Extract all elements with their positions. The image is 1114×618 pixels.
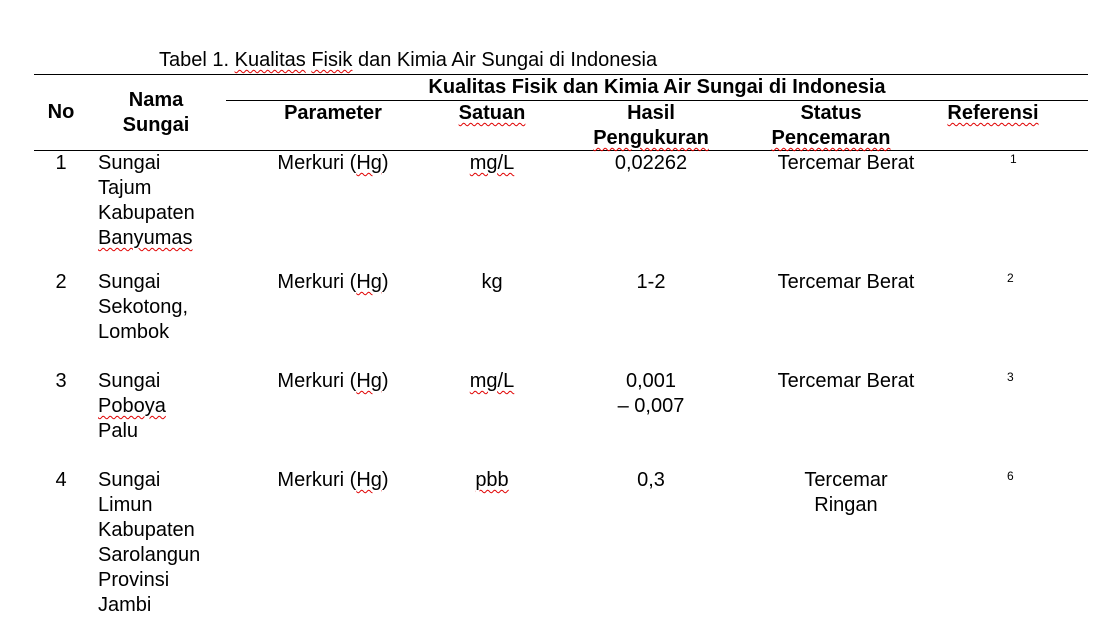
header-satuan (432, 101, 552, 126)
row4-nama-line: Sarolangun (98, 544, 201, 566)
row1-parameter-prefix: Merkuri ( (277, 152, 357, 174)
row3-parameter-prefix: Merkuri ( (277, 370, 357, 392)
header-status-pencemaran (751, 101, 911, 151)
caption-word-kualitas: Kualitas (234, 49, 306, 71)
row1-nama-sungai (98, 151, 223, 251)
row3-nama-line: Sungai (98, 370, 161, 392)
row4-satuan-text: pbb (475, 469, 509, 491)
row1-no: 1 (55, 152, 67, 174)
row3-status (751, 369, 941, 394)
row4-no: 4 (55, 469, 67, 491)
row4-status-line: Ringan (814, 494, 878, 516)
row3-referensi: 3 (1007, 370, 1014, 384)
row1-status-line: Tercemar Berat (777, 152, 915, 174)
row1-nama-line: Banyumas (98, 227, 193, 249)
row2-hasil (561, 270, 741, 295)
row3-parameter-symbol: Hg (356, 370, 382, 392)
row1-referensi: 1 (1010, 152, 1017, 166)
header-group-title: Kualitas Fisik dan Kimia Air Sungai di Indonesia (428, 76, 886, 98)
caption-word-fisik: Fisik (311, 49, 353, 71)
row3-hasil (561, 369, 741, 419)
row2-status (751, 270, 941, 295)
row4-nama-line: Provinsi (98, 569, 170, 591)
row3-nama-sungai (98, 369, 223, 444)
row1-hasil-line: 0,02262 (614, 152, 688, 174)
row2-satuan-text: kg (481, 271, 503, 293)
row3-satuan (432, 369, 552, 394)
row4-parameter-prefix: Merkuri ( (277, 469, 357, 491)
table-caption (159, 49, 657, 72)
row2-hasil-line: 1-2 (636, 271, 666, 293)
header-status-line1: Status (800, 102, 862, 124)
row2-nama-sungai (98, 270, 223, 345)
row2-no: 2 (55, 271, 67, 293)
row3-status-line: Tercemar Berat (777, 370, 915, 392)
header-nama-line1: Nama (128, 89, 184, 111)
row3-parameter (253, 369, 413, 394)
row4-parameter (253, 468, 413, 493)
row3-hasil-line: 0,001 (625, 370, 677, 392)
row2-parameter (253, 270, 413, 295)
row3-parameter-suffix: ) (381, 370, 389, 392)
row4-hasil-line: 0,3 (637, 469, 665, 491)
row1-nama-line: Kabupaten (98, 202, 195, 224)
row2-nama-line: Lombok (98, 321, 170, 343)
header-hasil-line1: Hasil (627, 102, 675, 124)
row2-parameter-suffix: ) (381, 271, 389, 293)
row2-referensi: 2 (1007, 271, 1014, 285)
row1-parameter-suffix: ) (381, 152, 389, 174)
row4-nama-line: Jambi (98, 594, 152, 616)
row2-parameter-prefix: Merkuri ( (277, 271, 357, 293)
row1-status (751, 151, 941, 176)
header-nama-line2: Sungai (122, 114, 190, 136)
header-no: No (47, 101, 75, 123)
caption-rest: dan Kimia Air Sungai di Indonesia (352, 49, 658, 71)
row4-satuan (432, 468, 552, 493)
header-referensi (923, 101, 1063, 126)
row1-satuan-text: mg/L (469, 152, 515, 174)
row4-nama-sungai (98, 468, 223, 618)
row3-hasil-line: – 0,007 (617, 395, 685, 417)
row1-nama-line: Sungai (98, 152, 161, 174)
header-status-line2: Pencemaran (771, 127, 891, 149)
row2-status-line: Tercemar Berat (777, 271, 915, 293)
row4-parameter-suffix: ) (381, 469, 389, 491)
row3-nama-line: Palu (98, 420, 139, 442)
row1-hasil (561, 151, 741, 176)
row4-status (751, 468, 941, 518)
row2-nama-line: Sekotong, (98, 296, 189, 318)
caption-prefix: Tabel 1. (159, 49, 235, 71)
row1-parameter-symbol: Hg (356, 152, 382, 174)
row2-nama-line: Sungai (98, 271, 161, 293)
header-hasil-pengukuran (561, 101, 741, 151)
header-nama-sungai (96, 88, 216, 138)
row4-nama-line: Sungai (98, 469, 161, 491)
row4-referensi: 6 (1007, 469, 1014, 483)
row2-parameter-symbol: Hg (356, 271, 382, 293)
row1-satuan (432, 151, 552, 176)
row3-no: 3 (55, 370, 67, 392)
row4-parameter-symbol: Hg (356, 469, 382, 491)
row3-satuan-text: mg/L (469, 370, 515, 392)
row1-parameter (253, 151, 413, 176)
row3-nama-line: Poboya (98, 395, 166, 417)
header-parameter: Parameter (284, 102, 382, 124)
header-referensi-text: Referensi (947, 102, 1039, 124)
row4-status-line: Tercemar (804, 469, 888, 491)
header-satuan-text: Satuan (458, 102, 526, 124)
row1-nama-line: Tajum (98, 177, 152, 199)
header-hasil-line2: Pengukuran (593, 127, 709, 149)
row4-nama-line: Limun (98, 494, 153, 516)
row4-hasil (561, 468, 741, 493)
row2-satuan (432, 270, 552, 295)
row4-nama-line: Kabupaten (98, 519, 195, 541)
